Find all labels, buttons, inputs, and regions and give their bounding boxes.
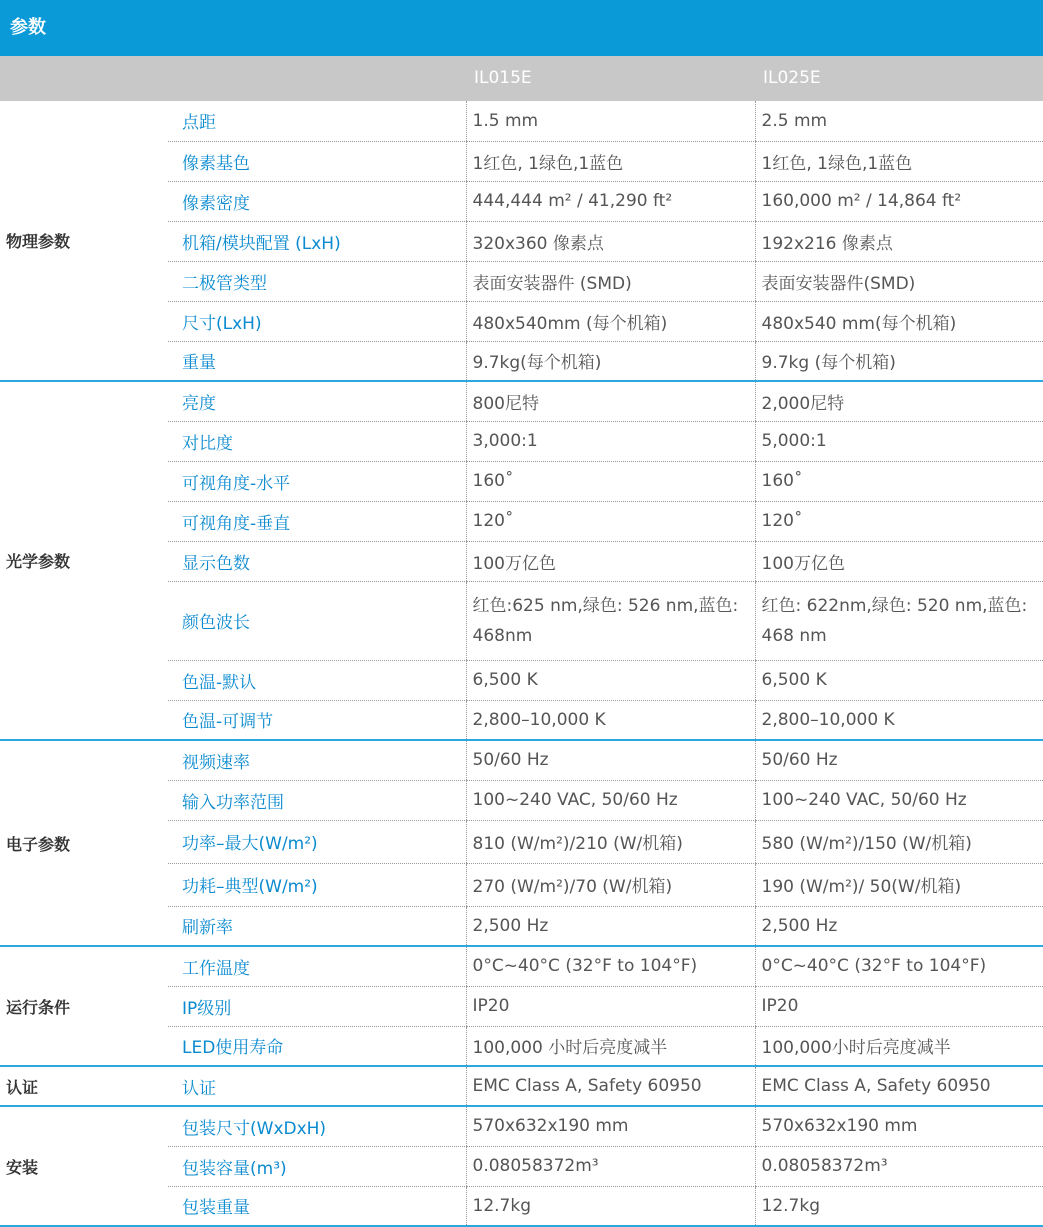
param-label: 认证 (168, 1066, 466, 1106)
param-label: LED使用寿命 (168, 1026, 466, 1066)
value-il025e: 160˚ (755, 461, 1043, 501)
value-il025e: 100,000小时后亮度减半 (755, 1026, 1043, 1066)
param-label: 亮度 (168, 381, 466, 421)
param-label: IP级别 (168, 986, 466, 1026)
value-il015e: 2,500 Hz (466, 906, 755, 946)
value-il025e: 192x216 像素点 (755, 221, 1043, 261)
param-label: 包装尺寸(WxDxH) (168, 1106, 466, 1146)
value-il015e: 红色:625 nm,绿色: 526 nm,蓝色: 468nm (466, 581, 755, 660)
table-header (0, 56, 1043, 101)
value-il015e: 480x540mm (每个机箱) (466, 301, 755, 341)
value-il025e: 2.5 mm (755, 101, 1043, 141)
param-label: 功率–最大(W/m²) (168, 820, 466, 863)
table-row (0, 946, 1043, 986)
value-il015e: 810 (W/m²)/210 (W/机箱) (466, 820, 755, 863)
value-il015e: 100~240 VAC, 50/60 Hz (466, 780, 755, 820)
value-il025e: 160,000 m² / 14,864 ft² (755, 181, 1043, 221)
value-il015e: 50/60 Hz (466, 740, 755, 780)
param-label: 对比度 (168, 421, 466, 461)
value-il025e: 2,500 Hz (755, 906, 1043, 946)
param-label: 可视角度-水平 (168, 461, 466, 501)
value-il025e: 1红色, 1绿色,1蓝色 (755, 141, 1043, 181)
param-label: 色温-默认 (168, 660, 466, 700)
value-il025e: EMC Class A, Safety 60950 (755, 1066, 1043, 1106)
value-il015e: 160˚ (466, 461, 755, 501)
param-label: 机箱/模块配置 (LxH) (168, 221, 466, 261)
value-il015e: 444,444 m² / 41,290 ft² (466, 181, 755, 221)
param-label: 刷新率 (168, 906, 466, 946)
value-il025e: 100~240 VAC, 50/60 Hz (755, 780, 1043, 820)
value-il015e: IP20 (466, 986, 755, 1026)
value-il015e: 2,800–10,000 K (466, 700, 755, 740)
param-label: 输入功率范围 (168, 780, 466, 820)
value-il025e: IP20 (755, 986, 1043, 1026)
param-label: 工作温度 (168, 946, 466, 986)
value-il015e: 800尼特 (466, 381, 755, 421)
param-label: 点距 (168, 101, 466, 141)
param-label: 尺寸(LxH) (168, 301, 466, 341)
param-label: 显示色数 (168, 541, 466, 581)
value-il025e: 190 (W/m²)/ 50(W/机箱) (755, 863, 1043, 906)
value-il015e: 100,000 小时后亮度减半 (466, 1026, 755, 1066)
param-label: 可视角度-垂直 (168, 501, 466, 541)
value-il025e: 9.7kg (每个机箱) (755, 341, 1043, 381)
group-label: 物理参数 (0, 101, 168, 381)
value-il025e: 5,000:1 (755, 421, 1043, 461)
value-il025e: 480x540 mm(每个机箱) (755, 301, 1043, 341)
header-col-il015e: IL015E (474, 68, 532, 88)
value-il025e: 2,000尼特 (755, 381, 1043, 421)
value-il025e: 0°C~40°C (32°F to 104°F) (755, 946, 1043, 986)
header-col-il025e: IL025E (763, 68, 821, 88)
param-label: 包装容量(m³) (168, 1146, 466, 1186)
param-label: 颜色波长 (168, 581, 466, 660)
value-il025e: 12.7kg (755, 1186, 1043, 1226)
value-il015e: 100万亿色 (466, 541, 755, 581)
param-label: 视频速率 (168, 740, 466, 780)
value-il015e: 1红色, 1绿色,1蓝色 (466, 141, 755, 181)
param-label: 包装重量 (168, 1186, 466, 1226)
param-label: 色温-可调节 (168, 700, 466, 740)
value-il015e: 3,000:1 (466, 421, 755, 461)
value-il015e: 270 (W/m²)/70 (W/机箱) (466, 863, 755, 906)
value-il025e: 570x632x190 mm (755, 1106, 1043, 1146)
value-il015e: 9.7kg(每个机箱) (466, 341, 755, 381)
param-label: 功耗–典型(W/m²) (168, 863, 466, 906)
param-label: 像素基色 (168, 141, 466, 181)
group-label: 认证 (0, 1066, 168, 1106)
value-il025e: 100万亿色 (755, 541, 1043, 581)
param-label: 二极管类型 (168, 261, 466, 301)
value-il015e: 120˚ (466, 501, 755, 541)
group-label: 光学参数 (0, 381, 168, 740)
value-il015e: 表面安装器件 (SMD) (466, 261, 755, 301)
value-il025e: 120˚ (755, 501, 1043, 541)
value-il015e: 0°C~40°C (32°F to 104°F) (466, 946, 755, 986)
value-il025e: 50/60 Hz (755, 740, 1043, 780)
group-label: 运行条件 (0, 946, 168, 1066)
table-row (0, 101, 1043, 141)
value-il015e: 1.5 mm (466, 101, 755, 141)
value-il025e: 580 (W/m²)/150 (W/机箱) (755, 820, 1043, 863)
value-il025e: 6,500 K (755, 660, 1043, 700)
value-il025e: 红色: 622nm,绿色: 520 nm,蓝色: 468 nm (755, 581, 1043, 660)
group-label: 安装 (0, 1106, 168, 1226)
value-il015e: 0.08058372m³ (466, 1146, 755, 1186)
value-il025e: 表面安装器件(SMD) (755, 261, 1043, 301)
value-il015e: 320x360 像素点 (466, 221, 755, 261)
value-il025e: 0.08058372m³ (755, 1146, 1043, 1186)
table-row (0, 740, 1043, 780)
table-row (0, 381, 1043, 421)
table-row (0, 1066, 1043, 1106)
page-title: 参数 (0, 0, 1043, 56)
value-il015e: EMC Class A, Safety 60950 (466, 1066, 755, 1106)
group-label: 电子参数 (0, 740, 168, 946)
param-label: 重量 (168, 341, 466, 381)
value-il015e: 570x632x190 mm (466, 1106, 755, 1146)
param-label: 像素密度 (168, 181, 466, 221)
spec-table (0, 101, 1043, 1227)
value-il025e: 2,800–10,000 K (755, 700, 1043, 740)
value-il015e: 6,500 K (466, 660, 755, 700)
value-il015e: 12.7kg (466, 1186, 755, 1226)
table-row (0, 1106, 1043, 1146)
